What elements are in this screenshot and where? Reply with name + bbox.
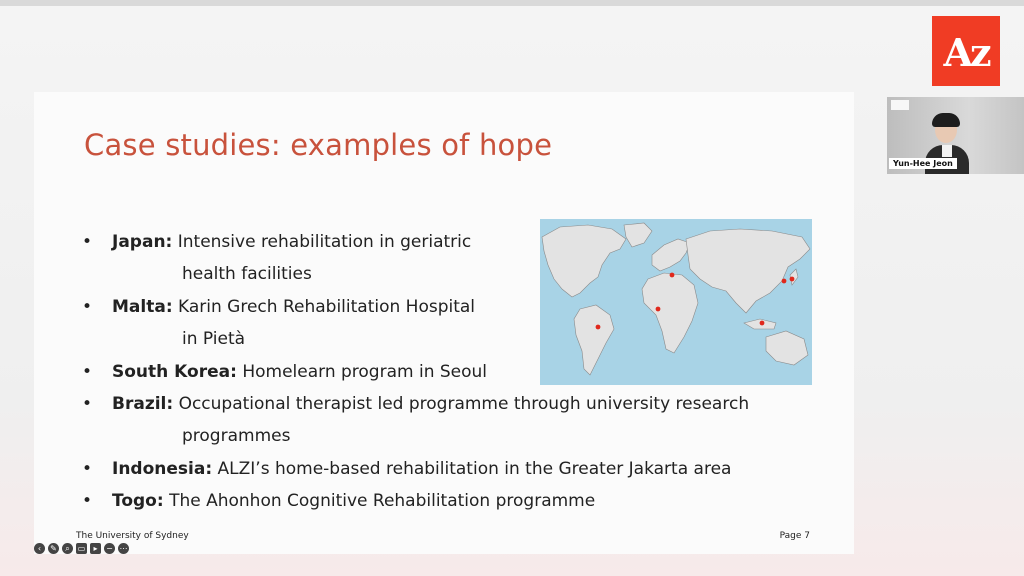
bullet-text: Occupational therapist led programme through university research [173, 394, 750, 414]
bullet-continuation: health facilities [182, 264, 312, 284]
continent-europe [652, 239, 690, 271]
page-number: Page 7 [779, 531, 810, 541]
bullet-text: Homelearn program in Seoul [236, 362, 488, 382]
bullet-dot: • [82, 459, 93, 479]
wall-sign [891, 100, 909, 110]
continent-africa [642, 273, 698, 353]
speaker-video [887, 97, 1024, 174]
bullet-dot: • [82, 394, 93, 414]
slide-title: Case studies: examples of hope [84, 128, 553, 162]
az-logo: Az [932, 16, 1000, 86]
bullet-text: The Ahonhon Cognitive Rehabilitation programme [163, 491, 596, 511]
more-icon[interactable]: ⋯ [119, 544, 128, 553]
back-icon[interactable]: ‹ [34, 543, 45, 554]
captions-icon[interactable]: ▭ [77, 544, 86, 553]
continent-greenland [624, 223, 652, 247]
country-name: Japan: [112, 232, 173, 252]
bullet-indonesia [82, 453, 822, 485]
pen-icon[interactable]: ✎ [48, 543, 59, 554]
bullet-text: Intensive rehabilitation in geriatric [172, 232, 472, 252]
bullet-text: ALZI’s home-based rehabilitation in the Greater Jakarta area [212, 459, 732, 479]
bullet-dot: • [82, 362, 93, 382]
marker-indonesia [760, 321, 765, 326]
country-name: Togo: [112, 491, 164, 511]
bullet-continuation: in Pietà [182, 329, 246, 349]
marker-malta [670, 273, 675, 278]
bullet-dot: • [82, 297, 93, 317]
continent-south-america [574, 305, 614, 375]
bullet-text: Karin Grech Rehabilitation Hospital [172, 297, 476, 317]
country-name: Malta: [112, 297, 173, 317]
zoom-icon[interactable]: ⌕ [62, 543, 73, 554]
country-name: Brazil: [112, 394, 174, 414]
marker-south-korea [782, 279, 787, 284]
country-name: Indonesia: [112, 459, 213, 479]
marker-togo [656, 307, 661, 312]
bullet-togo [82, 485, 822, 517]
slide [34, 92, 854, 554]
camera-icon[interactable]: ▸ [90, 543, 101, 554]
speaker-hair [932, 113, 960, 127]
minus-icon[interactable]: − [104, 543, 115, 554]
continent-australia [766, 331, 808, 365]
playback-toolbar [34, 543, 129, 554]
bullet-brazil [82, 388, 822, 453]
continent-asia [686, 229, 810, 313]
speaker-name-tag: Yun-Hee Jeon [889, 158, 957, 169]
world-map [540, 219, 812, 385]
marker-japan [790, 277, 795, 282]
bullet-continuation: programmes [182, 426, 291, 446]
continent-north-america [542, 225, 626, 297]
country-name: South Korea: [112, 362, 237, 382]
speaker-shirt [942, 145, 952, 157]
world-map-graphic [540, 219, 812, 385]
bullet-dot: • [82, 491, 93, 511]
top-band [0, 0, 1024, 6]
footer-university: The University of Sydney [76, 531, 189, 541]
bullet-dot: • [82, 232, 93, 252]
marker-brazil [596, 325, 601, 330]
